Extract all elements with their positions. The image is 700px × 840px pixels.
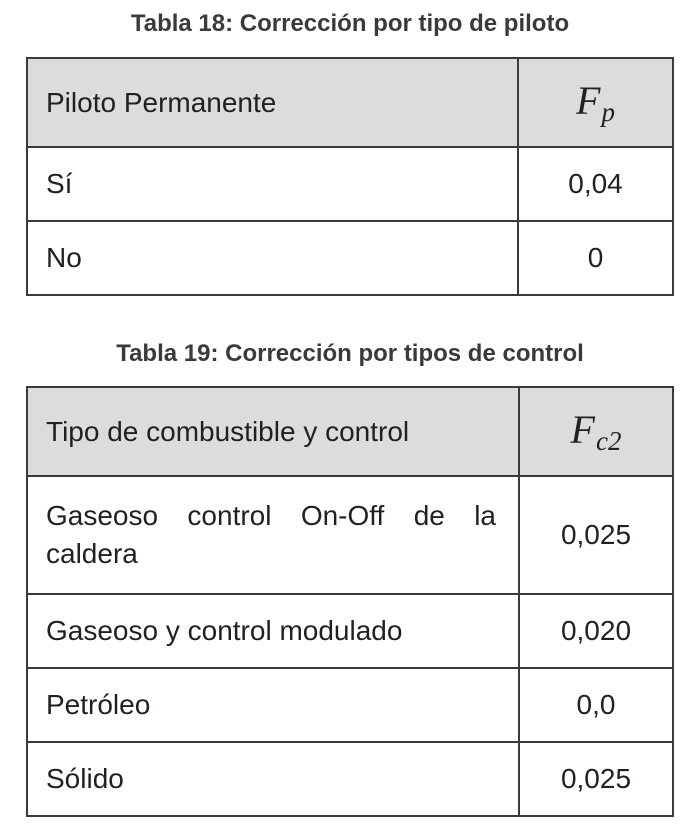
- table-row: [27, 476, 673, 594]
- table-19: [26, 386, 674, 817]
- factor-symbol: [518, 58, 673, 147]
- table-row: [27, 147, 673, 221]
- table-19-caption: Tabla 19: Corrección por tipos de control: [116, 340, 584, 367]
- table-18-caption: Tabla 18: Corrección por tipo de piloto: [130, 10, 570, 37]
- symbol-main: F: [576, 78, 601, 123]
- row-label: Sí: [27, 147, 518, 221]
- header-label: Piloto Permanente: [27, 58, 518, 147]
- row-value: 0,0: [519, 668, 673, 742]
- table-row: [27, 221, 673, 295]
- row-label: Gaseoso y control modulado: [27, 594, 519, 668]
- table-row: [27, 742, 673, 816]
- row-value: 0,025: [519, 742, 673, 816]
- row-value: 0,025: [519, 476, 673, 594]
- table-header-row: [27, 58, 673, 147]
- row-label: Sólido: [27, 742, 519, 816]
- header-label: Tipo de combustible y control: [27, 387, 519, 476]
- table-row: [27, 668, 673, 742]
- row-value: 0,020: [519, 594, 673, 668]
- row-label: Petróleo: [27, 668, 519, 742]
- table-18: [26, 57, 674, 296]
- row-value: 0,04: [518, 147, 673, 221]
- symbol-main: F: [570, 407, 595, 452]
- symbol-subscript: c2: [595, 426, 622, 456]
- table-header-row: [27, 387, 673, 476]
- row-label: Gaseoso control On-Off de la caldera: [27, 476, 519, 594]
- row-value: 0: [518, 221, 673, 295]
- symbol-subscript: p: [601, 97, 615, 127]
- table-row: [27, 594, 673, 668]
- factor-symbol: [519, 387, 673, 476]
- row-label: No: [27, 221, 518, 295]
